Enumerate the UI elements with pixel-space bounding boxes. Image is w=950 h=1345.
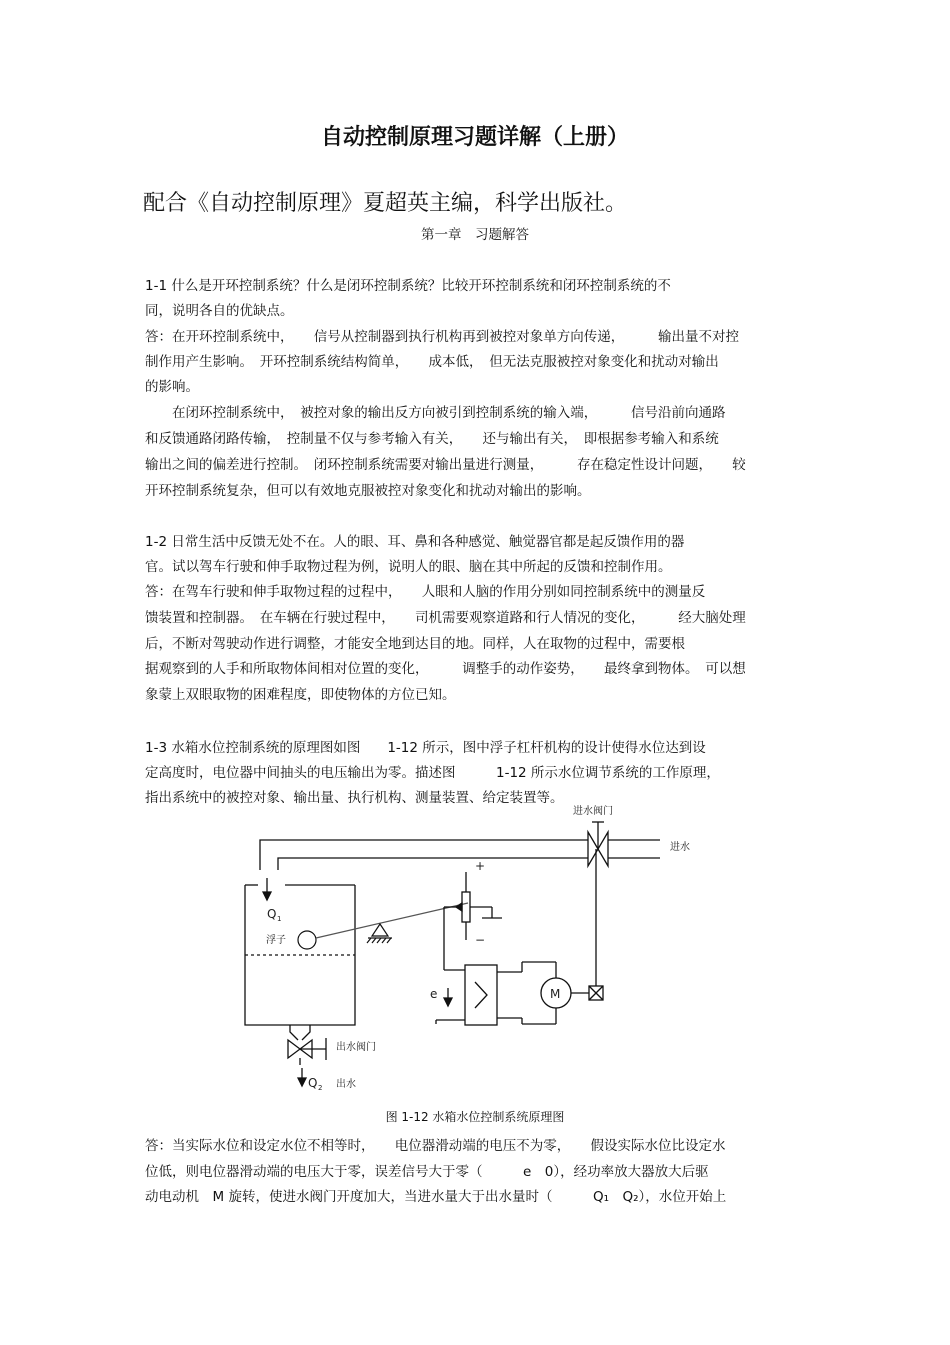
document-subtitle: 配合《自动控制原理》夏超英主编，科学出版社。	[143, 191, 628, 216]
lever-pivot	[372, 924, 388, 936]
text-line: 1-1 什么是开环控制系统？什么是闭环控制系统？比较开环控制系统和闭环控制系统的不	[145, 278, 671, 294]
text-line: 馈装置和控制器。 在车辆在行驶过程中， 司机需要观察道路和行人情况的变化， 经大脑处理	[145, 610, 746, 626]
inlet-pipe	[260, 840, 588, 870]
water-tank-diagram	[240, 800, 740, 1100]
text-line: 开环控制系统复杂，但可以有效地克服被控对象变化和扰动对输出的影响。	[145, 483, 591, 499]
plus-label: +	[475, 859, 486, 873]
error-signal-label: e	[430, 987, 438, 1001]
text-line: 据观察到的人手和所取物体间相对位置的变化， 调整手的动作姿势， 最终拿到物体。 可以想	[145, 661, 746, 677]
inlet-valve-label: 进水阀门	[573, 806, 613, 817]
q2-label: Q	[308, 1076, 318, 1090]
text-line: 象蒙上双眼取物的困难程度，即使物体的方位已知。	[145, 687, 456, 703]
outlet-valve-label: 出水阀门	[336, 1042, 376, 1053]
q1-subscript: 1	[277, 915, 282, 923]
document-title: 自动控制原理习题详解（上册）	[320, 125, 629, 150]
text-line: 同，说明各自的优缺点。	[145, 303, 294, 319]
float-label: 浮子	[266, 935, 286, 946]
potentiometer	[444, 872, 502, 970]
inlet-valve	[588, 822, 608, 866]
text-line: 1-3 水箱水位控制系统的原理图如图 1-12 所示，图中浮子杠杆机构的设计使得水位达到设	[145, 740, 706, 756]
text-line: 答：在开环控制系统中， 信号从控制器到执行机构再到被控对象单方向传递， 输出量不对控	[145, 329, 739, 345]
power-amplifier	[436, 962, 556, 1025]
text-line: 动电动机 M 旋转，使进水阀门开度加大，当进水量大于出水量时（ Q₁ Q₂），水位开始上	[145, 1189, 727, 1205]
minus-label: −	[475, 933, 486, 947]
text-line: 官。试以驾车行驶和伸手取物过程为例，说明人的眼、脑在其中所起的反馈和控制作用。	[145, 559, 672, 575]
text-line: 制作用产生影响。 开环控制系统结构简单， 成本低， 但无法克服被控对象变化和扰动对输出	[145, 354, 719, 370]
text-line: 答：当实际水位和设定水位不相等时， 电位器滑动端的电压不为零， 假设实际水位比设定水	[145, 1138, 726, 1154]
q2-subscript: 2	[318, 1084, 323, 1092]
text-line: 1-2 日常生活中反馈无处不在。人的眼、耳、鼻和各种感觉、触觉器官都是起反馈作用的器	[145, 534, 685, 550]
text-line: 后，不断对驾驶动作进行调整，才能安全地到达目的地。同样，人在取物的过程中，需要根	[145, 636, 685, 652]
text-line: 在闭环控制系统中， 被控对象的输出反方向被引到控制系统的输入端， 信号沿前向通路	[145, 405, 726, 421]
text-line: 位低，则电位器滑动端的电压大于零，误差信号大于零（ e 0），经功率放大器放大后驱	[145, 1164, 709, 1180]
inlet-label: 进水	[670, 842, 690, 853]
float	[298, 931, 316, 949]
text-line: 和反馈通路闭路传输， 控制量不仅与参考输入有关， 还与输出有关， 即根据参考输入和系统	[145, 431, 719, 447]
motor-label: M	[550, 987, 561, 1001]
outlet-label: 出水	[336, 1079, 356, 1090]
text-line: 答：在驾车行驶和伸手取物过程的过程中， 人眼和人脑的作用分别如同控制系统中的测量反	[145, 584, 706, 600]
text-line: 指出系统中的被控对象、输出量、执行机构、测量装置、给定装置等。	[145, 790, 564, 806]
text-line: 输出之间的偏差进行控制。 闭环控制系统需要对输出量进行测量， 存在稳定性设计问题， 较	[145, 457, 746, 473]
q1-label: Q	[267, 907, 277, 921]
chapter-heading: 第一章 习题解答	[421, 227, 529, 243]
text-line: 定高度时，电位器中间抽头的电压输出为零。描述图 1-12 所示水位调节系统的工作原理，	[145, 765, 720, 781]
lever	[316, 903, 468, 938]
text-line: 的影响。	[145, 379, 199, 395]
figure-caption: 图 1-12 水箱水位控制系统原理图	[385, 1110, 565, 1124]
